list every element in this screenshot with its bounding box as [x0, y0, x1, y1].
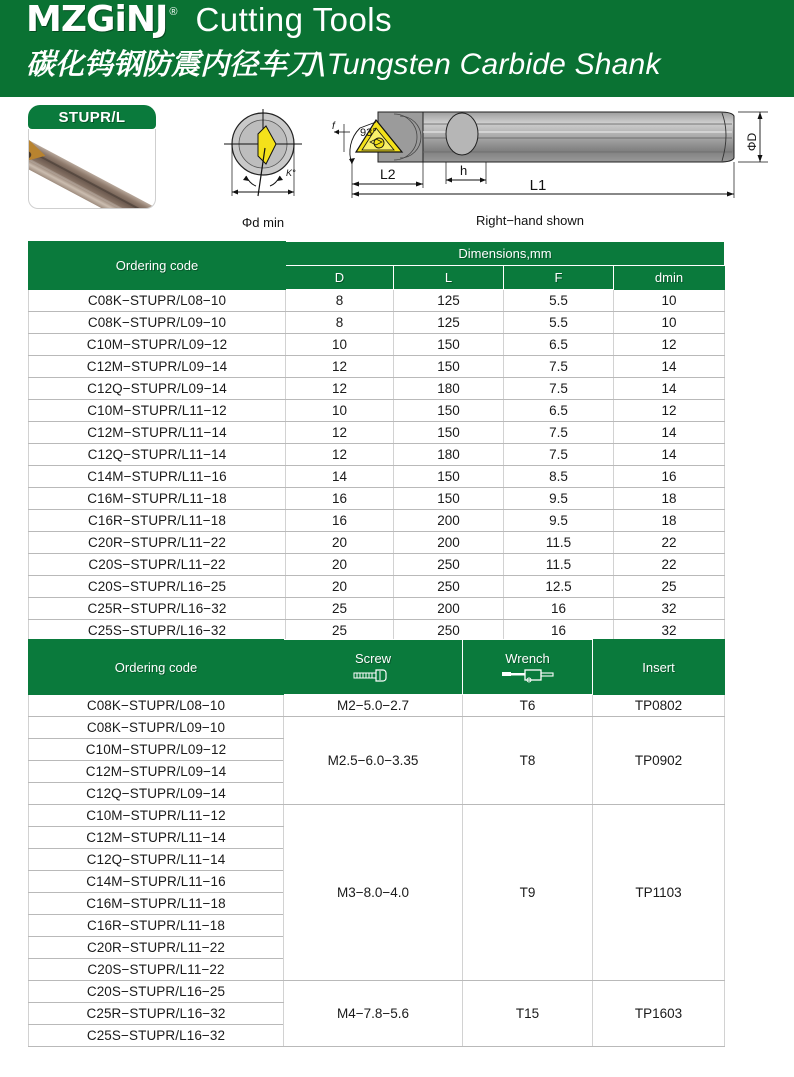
cell-L: 150 — [394, 422, 504, 444]
angle-label: 93° — [360, 127, 377, 139]
cell-D: 10 — [286, 334, 394, 356]
cell-ordering-code: C10M−STUPR/L11−12 — [29, 400, 286, 422]
th-dimensions-group: Dimensions,mm — [286, 242, 725, 266]
cell-dmin: 10 — [614, 312, 725, 334]
table-row — [29, 981, 725, 1003]
table-row — [29, 695, 725, 717]
th2-wrench — [463, 640, 593, 695]
page-header-banner — [0, 0, 794, 100]
cell-ordering-code: C12M−STUPR/L11−14 — [29, 422, 286, 444]
cell-ordering-code: C20S−STUPR/L11−22 — [29, 554, 286, 576]
cell-screw: M4−7.8−5.6 — [284, 981, 463, 1047]
cell-F: 5.5 — [504, 290, 614, 312]
cell-F: 16 — [504, 598, 614, 620]
cell-wrench: T15 — [463, 981, 593, 1047]
cell-L: 250 — [394, 576, 504, 598]
brand-logo: MZGiNJ — [26, 0, 168, 40]
side-view-figure — [320, 102, 790, 228]
product-title-english: Tungsten Carbide Shank — [326, 48, 661, 81]
cell-F: 16 — [504, 620, 614, 642]
cell-ordering-code: C12M−STUPR/L09−14 — [29, 761, 284, 783]
cell-ordering-code: C12Q−STUPR/L09−14 — [29, 783, 284, 805]
table-row — [29, 598, 725, 620]
table-row — [29, 312, 725, 334]
cell-F: 6.5 — [504, 334, 614, 356]
cell-F: 11.5 — [504, 532, 614, 554]
cell-wrench: T9 — [463, 805, 593, 981]
cell-ordering-code: C25R−STUPR/L16−32 — [29, 1003, 284, 1025]
th-dim-L: L — [394, 266, 504, 290]
registered-trademark-icon: ® — [169, 6, 178, 18]
product-title-chinese: 碳化钨钢防震内径车刀\ — [26, 47, 327, 81]
cell-F: 7.5 — [504, 422, 614, 444]
cell-D: 25 — [286, 620, 394, 642]
table-row — [29, 378, 725, 400]
cell-ordering-code: C16R−STUPR/L11−18 — [29, 915, 284, 937]
l2-label: L2 — [380, 166, 396, 182]
table-row — [29, 717, 725, 739]
cell-D: 10 — [286, 400, 394, 422]
cell-L: 180 — [394, 444, 504, 466]
cell-ordering-code: C12M−STUPR/L11−14 — [29, 827, 284, 849]
figures-strip — [0, 100, 794, 233]
cell-L: 150 — [394, 334, 504, 356]
table-row — [29, 576, 725, 598]
cell-ordering-code: C20S−STUPR/L11−22 — [29, 959, 284, 981]
cell-F: 9.5 — [504, 510, 614, 532]
cell-wrench: T8 — [463, 717, 593, 805]
cell-D: 25 — [286, 598, 394, 620]
cell-L: 125 — [394, 290, 504, 312]
accessories-table — [28, 639, 725, 1047]
cell-ordering-code: C16M−STUPR/L11−18 — [29, 488, 286, 510]
cell-F: 6.5 — [504, 400, 614, 422]
accessories-table-body — [29, 695, 725, 1047]
cell-F: 9.5 — [504, 488, 614, 510]
dmin-figure — [208, 104, 318, 230]
cell-D: 12 — [286, 444, 394, 466]
cell-dmin: 12 — [614, 400, 725, 422]
cell-D: 12 — [286, 356, 394, 378]
th2-screw-label: Screw — [354, 651, 392, 666]
cell-F: 7.5 — [504, 356, 614, 378]
th-dim-D: D — [286, 266, 394, 290]
screw-icon — [286, 668, 460, 683]
accessories-table-container — [28, 639, 724, 1047]
cell-insert: TP0902 — [593, 717, 725, 805]
table-row — [29, 554, 725, 576]
boring-bar-photo-illustration — [28, 137, 155, 209]
cell-L: 180 — [394, 378, 504, 400]
cell-ordering-code: C14M−STUPR/L11−16 — [29, 466, 286, 488]
table-row — [29, 444, 725, 466]
cell-F: 5.5 — [504, 312, 614, 334]
table-row — [29, 532, 725, 554]
cell-F: 11.5 — [504, 554, 614, 576]
product-photo-badge — [28, 105, 156, 210]
cell-F: 7.5 — [504, 378, 614, 400]
th2-wrench-label: Wrench — [505, 651, 550, 666]
cell-L: 200 — [394, 510, 504, 532]
cell-D: 20 — [286, 554, 394, 576]
th-dim-F: F — [504, 266, 614, 290]
cell-insert: TP0802 — [593, 695, 725, 717]
table-row — [29, 400, 725, 422]
table-row — [29, 466, 725, 488]
cell-ordering-code: C10M−STUPR/L11−12 — [29, 805, 284, 827]
th-ordering-code: Ordering code — [29, 242, 286, 290]
cell-L: 150 — [394, 488, 504, 510]
cell-dmin: 10 — [614, 290, 725, 312]
product-badge-label: STUPR/L — [28, 105, 156, 129]
table-row — [29, 290, 725, 312]
cell-ordering-code: C25S−STUPR/L16−32 — [29, 620, 286, 642]
cell-D: 8 — [286, 290, 394, 312]
cell-L: 200 — [394, 598, 504, 620]
table-row — [29, 488, 725, 510]
dimensions-table — [28, 241, 725, 642]
th2-screw — [284, 640, 463, 695]
cell-wrench: T6 — [463, 695, 593, 717]
cell-L: 125 — [394, 312, 504, 334]
f-label: f — [332, 121, 335, 132]
cell-ordering-code: C12M−STUPR/L09−14 — [29, 356, 286, 378]
cell-ordering-code: C10M−STUPR/L09−12 — [29, 739, 284, 761]
table-row — [29, 510, 725, 532]
th-dim-dmin: dmin — [614, 266, 725, 290]
dmin-angle-label: K° — [286, 168, 296, 178]
dimensions-table-container — [28, 241, 724, 642]
cell-D: 12 — [286, 378, 394, 400]
cell-dmin: 16 — [614, 466, 725, 488]
th2-insert: Insert — [593, 640, 725, 695]
th2-ordering-code: Ordering code — [29, 640, 284, 695]
cell-L: 150 — [394, 400, 504, 422]
cell-dmin: 22 — [614, 554, 725, 576]
table-row — [29, 356, 725, 378]
cell-dmin: 14 — [614, 422, 725, 444]
cell-ordering-code: C08K−STUPR/L08−10 — [29, 695, 284, 717]
h-label: h — [460, 163, 468, 178]
cell-ordering-code: C16M−STUPR/L11−18 — [29, 893, 284, 915]
cell-D: 16 — [286, 510, 394, 532]
cell-ordering-code: C20S−STUPR/L16−25 — [29, 576, 286, 598]
cell-L: 250 — [394, 554, 504, 576]
cell-L: 250 — [394, 620, 504, 642]
cell-dmin: 14 — [614, 378, 725, 400]
cell-ordering-code: C12Q−STUPR/L11−14 — [29, 849, 284, 871]
cell-D: 12 — [286, 422, 394, 444]
cell-D: 8 — [286, 312, 394, 334]
cell-screw: M2−5.0−2.7 — [284, 695, 463, 717]
cell-ordering-code: C08K−STUPR/L09−10 — [29, 312, 286, 334]
cell-F: 8.5 — [504, 466, 614, 488]
product-photo — [28, 129, 156, 209]
cell-dmin: 22 — [614, 532, 725, 554]
cell-insert: TP1603 — [593, 981, 725, 1047]
cell-dmin: 18 — [614, 510, 725, 532]
brand-row — [26, 2, 392, 38]
cell-ordering-code: C20S−STUPR/L16−25 — [29, 981, 284, 1003]
cell-D: 16 — [286, 488, 394, 510]
cell-F: 12.5 — [504, 576, 614, 598]
cell-ordering-code: C12Q−STUPR/L09−14 — [29, 378, 286, 400]
dmin-caption: Φd min — [241, 215, 285, 230]
cell-dmin: 25 — [614, 576, 725, 598]
cell-D: 20 — [286, 532, 394, 554]
brand-tagline: Cutting Tools — [195, 1, 393, 38]
cell-insert: TP1103 — [593, 805, 725, 981]
cell-dmin: 32 — [614, 620, 725, 642]
cell-ordering-code: C14M−STUPR/L11−16 — [29, 871, 284, 893]
product-title-row — [26, 48, 661, 81]
cell-dmin: 14 — [614, 444, 725, 466]
cell-ordering-code: C16R−STUPR/L11−18 — [29, 510, 286, 532]
cell-dmin: 32 — [614, 598, 725, 620]
cell-L: 150 — [394, 356, 504, 378]
diameter-label: ΦD — [745, 132, 759, 152]
cell-dmin: 12 — [614, 334, 725, 356]
cell-ordering-code: C10M−STUPR/L09−12 — [29, 334, 286, 356]
cell-L: 200 — [394, 532, 504, 554]
cell-L: 150 — [394, 466, 504, 488]
cell-dmin: 18 — [614, 488, 725, 510]
side-view-diagram-svg — [320, 102, 790, 212]
cell-screw: M2.5−6.0−3.35 — [284, 717, 463, 805]
side-view-caption: Right−hand shown — [475, 213, 585, 228]
cell-ordering-code: C08K−STUPR/L09−10 — [29, 717, 284, 739]
cell-screw: M3−8.0−4.0 — [284, 805, 463, 981]
cell-D: 20 — [286, 576, 394, 598]
cell-ordering-code: C25S−STUPR/L16−32 — [29, 1025, 284, 1047]
cell-D: 14 — [286, 466, 394, 488]
cell-dmin: 14 — [614, 356, 725, 378]
l1-label: L1 — [529, 177, 547, 194]
cell-ordering-code: C20R−STUPR/L11−22 — [29, 532, 286, 554]
wrench-icon — [465, 668, 590, 683]
cell-ordering-code: C12Q−STUPR/L11−14 — [29, 444, 286, 466]
table-row — [29, 422, 725, 444]
dimensions-table-body — [29, 290, 725, 642]
dmin-diagram-svg — [208, 104, 318, 212]
accessories-table-head — [29, 640, 725, 695]
cell-ordering-code: C08K−STUPR/L08−10 — [29, 290, 286, 312]
dimensions-table-head — [29, 242, 725, 290]
cell-ordering-code: C20R−STUPR/L11−22 — [29, 937, 284, 959]
table-row — [29, 805, 725, 827]
cell-F: 7.5 — [504, 444, 614, 466]
cell-ordering-code: C25R−STUPR/L16−32 — [29, 598, 286, 620]
table-row — [29, 334, 725, 356]
